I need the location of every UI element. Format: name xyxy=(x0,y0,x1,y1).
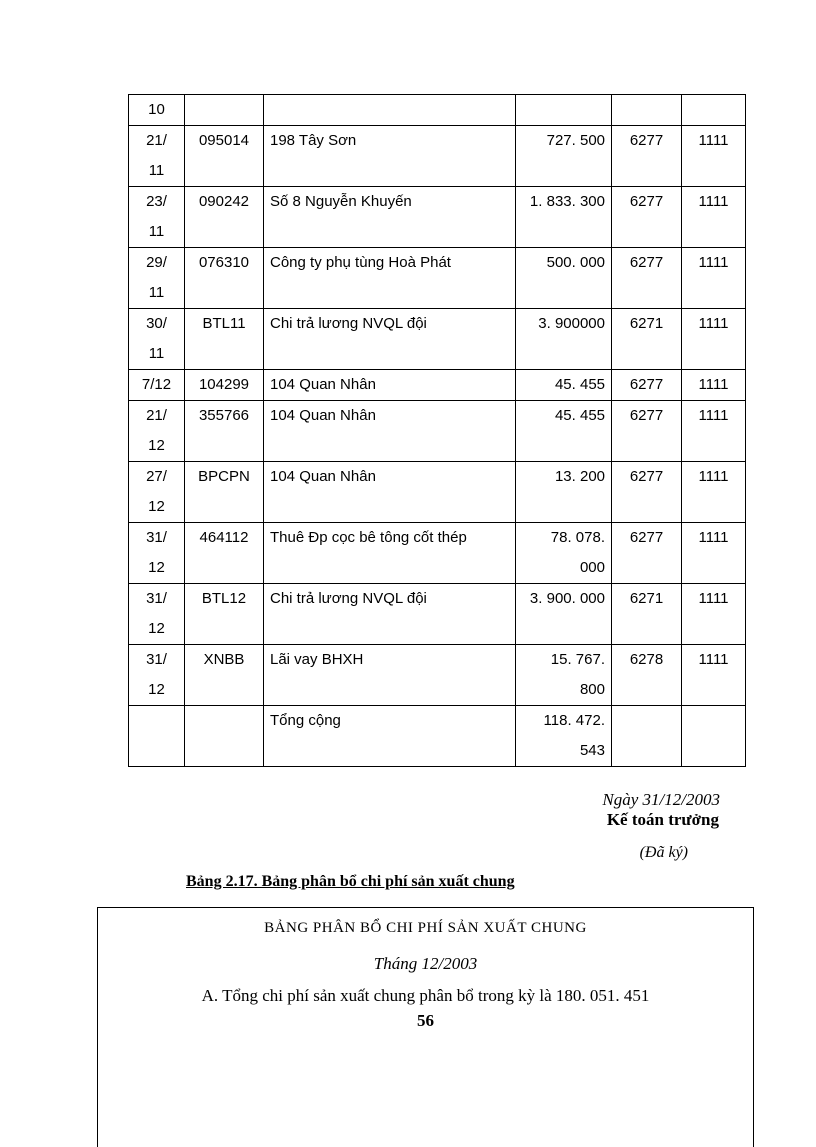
description-cell: Chi trả lương NVQL đội xyxy=(264,309,516,370)
amount-cell: 45. 455 xyxy=(516,370,612,401)
date-cell: 30/ 11 xyxy=(129,309,185,370)
description-cell: Số 8 Nguyễn Khuyến xyxy=(264,187,516,248)
signature-signed-note: (Đã ký) xyxy=(639,844,688,861)
description-cell: 104 Quan Nhân xyxy=(264,401,516,462)
document-number-cell: XNBB xyxy=(185,645,264,706)
debit-account-cell xyxy=(612,706,682,767)
debit-account-cell: 6277 xyxy=(612,523,682,584)
description-cell: 104 Quan Nhân xyxy=(264,370,516,401)
allocation-summary: A. Tổng chi phí sản xuất chung phân bổ trong kỳ là 180. 051. 451 xyxy=(201,986,650,1005)
date-cell: 27/ 12 xyxy=(129,462,185,523)
date-cell: 21/ 12 xyxy=(129,401,185,462)
allocation-box xyxy=(97,907,754,1147)
document-number-cell xyxy=(185,95,264,126)
amount-cell: 78. 078. 000 xyxy=(516,523,612,584)
credit-account-cell xyxy=(682,706,746,767)
date-cell: 29/ 11 xyxy=(129,248,185,309)
date-cell: 31/ 12 xyxy=(129,645,185,706)
amount-cell: 13. 200 xyxy=(516,462,612,523)
allocation-title: BẢNG PHÂN BỔ CHI PHÍ SẢN XUẤT CHUNG xyxy=(264,920,587,936)
signature-title: Kế toán trưởng xyxy=(606,810,719,829)
credit-account-cell xyxy=(682,95,746,126)
debit-account-cell: 6278 xyxy=(612,645,682,706)
document-number-cell: BTL12 xyxy=(185,584,264,645)
debit-account-cell: 6277 xyxy=(612,370,682,401)
credit-account-cell: 1111 xyxy=(682,523,746,584)
debit-account-cell: 6271 xyxy=(612,584,682,645)
amount-cell: 500. 000 xyxy=(516,248,612,309)
credit-account-cell: 1111 xyxy=(682,462,746,523)
date-cell: 10 xyxy=(129,95,185,126)
debit-account-cell: 6277 xyxy=(612,462,682,523)
amount-cell: 45. 455 xyxy=(516,401,612,462)
credit-account-cell: 1111 xyxy=(682,370,746,401)
description-cell: Thuê Đp cọc bê tông cốt thép xyxy=(264,523,516,584)
document-number-cell: 090242 xyxy=(185,187,264,248)
description-cell: 198 Tây Sơn xyxy=(264,126,516,187)
document-number-cell xyxy=(185,706,264,767)
table-row xyxy=(129,523,746,584)
credit-account-cell: 1111 xyxy=(682,645,746,706)
table-row xyxy=(129,248,746,309)
document-number-cell: BPCPN xyxy=(185,462,264,523)
amount-cell: 15. 767. 800 xyxy=(516,645,612,706)
table-row xyxy=(129,309,746,370)
amount-cell: 3. 900. 000 xyxy=(516,584,612,645)
credit-account-cell: 1111 xyxy=(682,584,746,645)
document-number-cell: 464112 xyxy=(185,523,264,584)
debit-account-cell: 6277 xyxy=(612,248,682,309)
date-cell: 21/ 11 xyxy=(129,126,185,187)
debit-account-cell: 6277 xyxy=(612,126,682,187)
amount-cell: 1. 833. 300 xyxy=(516,187,612,248)
document-number-cell: 095014 xyxy=(185,126,264,187)
amount-cell xyxy=(516,95,612,126)
allocation-month: Tháng 12/2003 xyxy=(373,954,478,973)
amount-cell: 118. 472. 543 xyxy=(516,706,612,767)
credit-account-cell: 1111 xyxy=(682,187,746,248)
credit-account-cell: 1111 xyxy=(682,309,746,370)
ledger-table xyxy=(128,94,746,767)
ledger-body xyxy=(129,95,746,767)
amount-cell: 727. 500 xyxy=(516,126,612,187)
amount-cell: 3. 900000 xyxy=(516,309,612,370)
description-cell: Lãi vay BHXH xyxy=(264,645,516,706)
table-row xyxy=(129,187,746,248)
document-number-cell: BTL11 xyxy=(185,309,264,370)
date-cell: 23/ 11 xyxy=(129,187,185,248)
date-cell: 31/ 12 xyxy=(129,523,185,584)
description-cell xyxy=(264,95,516,126)
description-cell: Chi trả lương NVQL đội xyxy=(264,584,516,645)
date-cell: 31/ 12 xyxy=(129,584,185,645)
debit-account-cell: 6271 xyxy=(612,309,682,370)
credit-account-cell: 1111 xyxy=(682,401,746,462)
document-number-cell: 104299 xyxy=(185,370,264,401)
debit-account-cell: 6277 xyxy=(612,187,682,248)
description-cell: Tổng cộng xyxy=(264,706,516,767)
page-number: 56 xyxy=(417,1011,434,1030)
credit-account-cell: 1111 xyxy=(682,126,746,187)
date-cell: 7/12 xyxy=(129,370,185,401)
date-cell xyxy=(129,706,185,767)
document-number-cell: 076310 xyxy=(185,248,264,309)
table-row xyxy=(129,401,746,462)
table-caption: Bảng 2.17. Bảng phân bổ chi phí sản xuất chung xyxy=(186,873,515,890)
document-number-cell: 355766 xyxy=(185,401,264,462)
debit-account-cell: 6277 xyxy=(612,401,682,462)
total-row xyxy=(129,706,746,767)
description-cell: Công ty phụ tùng Hoà Phát xyxy=(264,248,516,309)
table-row xyxy=(129,645,746,706)
table-row xyxy=(129,462,746,523)
table-row xyxy=(129,126,746,187)
table-row xyxy=(129,584,746,645)
debit-account-cell xyxy=(612,95,682,126)
signature-date: Ngày 31/12/2003 xyxy=(602,790,720,809)
table-row xyxy=(129,95,746,126)
table-row xyxy=(129,370,746,401)
credit-account-cell: 1111 xyxy=(682,248,746,309)
description-cell: 104 Quan Nhân xyxy=(264,462,516,523)
